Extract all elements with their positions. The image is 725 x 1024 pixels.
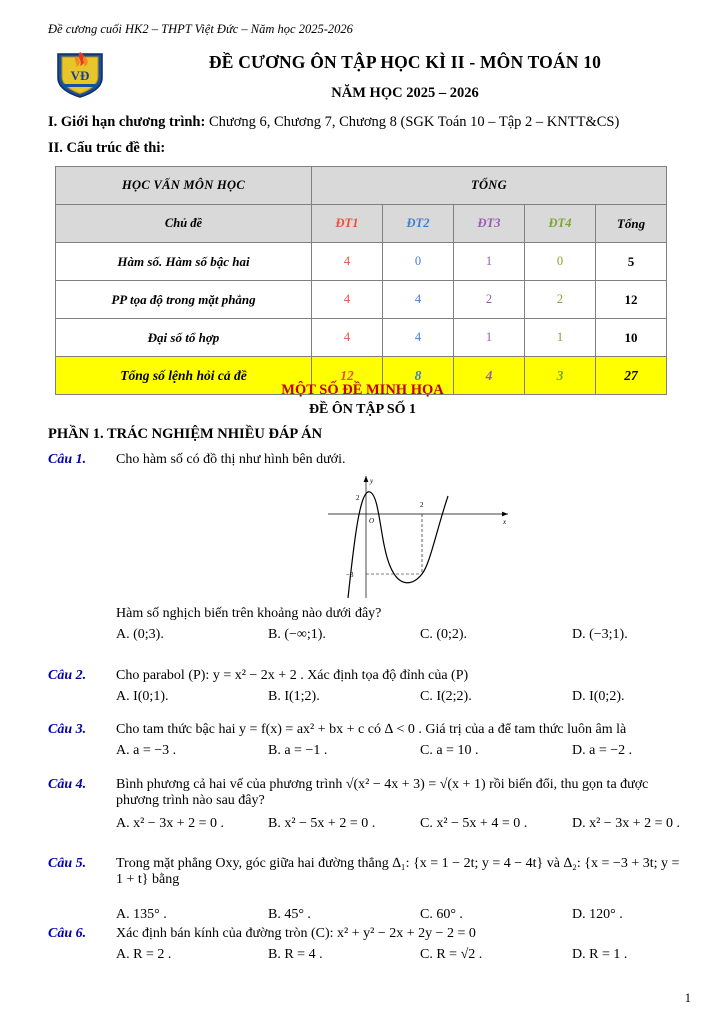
question-6 [48,926,688,965]
row-2-dt2: 4 [383,319,454,357]
question-4-text: Bình phương cả hai vế của phương trình √(x² − 4x + 3) = √(x + 1) rồi biến đổi, thu gọn ta được phương trình nào sau đây? [116,777,649,808]
answer-b[interactable]: B. x² − 5x + 2 = 0 . [268,816,376,831]
question-4 [48,777,688,834]
answer-d[interactable]: D. 120° . [572,907,623,922]
running-head: Đề cương cuối HK2 – THPT Việt Đức – Năm học 2025-2026 [48,22,353,36]
row-2-topic: Đại số tổ hợp [56,319,312,357]
answer-a[interactable]: A. I(0;1). [116,689,169,704]
question-6-answers [116,947,688,965]
question-2-answers [116,689,688,707]
row-0-topic: Hàm số. Hàm số bậc hai [56,243,312,281]
title-block [120,52,690,102]
row-1-dt3: 2 [454,281,525,319]
answer-b[interactable]: B. a = −1 . [268,743,328,758]
answer-d[interactable]: D. (−3;1). [572,627,628,642]
answer-d[interactable]: D. R = 1 . [572,947,628,962]
row-1-dt1: 4 [312,281,383,319]
table-head-right: TỔNG [312,167,667,205]
page-subtitle: NĂM HỌC 2025 – 2026 [331,85,479,101]
section-2-label: II. Cấu trúc đề thi: [48,140,166,156]
answer-d[interactable]: D. a = −2 . [572,743,633,758]
section-1 [48,114,619,131]
question-4-label: Câu 4. [48,777,87,792]
table-header-row [56,167,667,205]
part-1-heading: PHẦN 1. TRÁC NGHIỆM NHIỀU ĐÁP ÁN [48,426,323,442]
table-row [56,319,667,357]
row-0-dt1: 4 [312,243,383,281]
table-row [56,243,667,281]
svg-text:y: y [370,477,374,485]
row-0-dt2: 0 [383,243,454,281]
answer-c[interactable]: C. x² − 5x + 4 = 0 . [420,816,528,831]
svg-text:−3: −3 [346,571,354,579]
sample-exams-heading: MỘT SỐ ĐỀ MINH HỌA [281,382,444,398]
svg-text:2: 2 [420,501,424,509]
answer-c[interactable]: C. R = √2 . [420,947,483,962]
question-3-label: Câu 3. [48,722,87,737]
col-dt2: ĐT2 [383,205,454,243]
row-2-dt4: 1 [525,319,596,357]
answer-a[interactable]: A. x² − 3x + 2 = 0 . [116,816,224,831]
answer-d[interactable]: D. x² − 3x + 2 = 0 . [572,816,680,831]
row-0-total: 5 [596,243,667,281]
answer-b[interactable]: B. (−∞;1). [268,627,326,642]
total-dt1: 12 [312,357,383,395]
answer-a[interactable]: A. R = 2 . [116,947,172,962]
question-1-graph [318,472,518,602]
answer-c[interactable]: C. a = 10 . [420,743,479,758]
total-label: Tổng số lệnh hỏi cả đề [56,357,312,395]
table-row [56,281,667,319]
row-0-dt3: 1 [454,243,525,281]
row-0-dt4: 0 [525,243,596,281]
section-1-label: I. Giới hạn chương trình: [48,114,206,130]
question-1-text: Cho hàm số có đồ thị như hình bên dưới. [116,452,346,467]
question-6-text: Xác định bán kính của đường tròn (C): x² + y² − 2x + 2y − 2 = 0 [116,926,476,941]
col-dt4: ĐT4 [525,205,596,243]
total-sum: 27 [596,357,667,395]
question-1-text2: Hàm số nghịch biến trên khoảng nào dưới đây? [116,606,382,621]
total-dt4: 3 [525,357,596,395]
svg-text:x: x [503,518,507,526]
question-6-label: Câu 6. [48,926,87,941]
answer-a[interactable]: A. a = −3 . [116,743,177,758]
question-5 [48,856,688,925]
col-topic: Chủ đề [56,205,312,243]
answer-b[interactable]: B. I(1;2). [268,689,320,704]
row-2-dt1: 4 [312,319,383,357]
table-subheader-row [56,205,667,243]
question-1-label: Câu 1. [48,452,87,467]
question-4-answers [116,816,688,834]
answer-a[interactable]: A. 135° . [116,907,167,922]
row-2-dt3: 1 [454,319,525,357]
exam-number-heading: ĐỀ ÔN TẬP SỐ 1 [308,402,417,417]
col-total: Tổng [596,205,667,243]
answer-c[interactable]: C. (0;2). [420,627,468,642]
row-2-total: 10 [596,319,667,357]
answer-b[interactable]: B. 45° . [268,907,311,922]
total-dt2: 8 [383,357,454,395]
section-2 [48,140,165,157]
question-2-text: Cho parabol (P): y = x² − 2x + 2 . Xác định tọa độ đỉnh của (P) [116,668,469,683]
row-1-total: 12 [596,281,667,319]
answer-b[interactable]: B. R = 4 . [268,947,323,962]
col-dt3: ĐT3 [454,205,525,243]
svg-text:O: O [369,517,375,525]
svg-text:VĐ: VĐ [70,68,90,83]
section-1-text: Chương 6, Chương 7, Chương 8 (SGK Toán 10 – Tập 2 – KNTT&CS) [205,114,620,130]
question-3-text: Cho tam thức bậc hai y = f(x) = ax² + bx + c có ∆ < 0 . Giá trị của a để tam thức luôn âm là [116,722,627,737]
answer-a[interactable]: A. (0;3). [116,627,164,642]
svg-text:2: 2 [356,494,360,502]
col-dt1: ĐT1 [312,205,383,243]
question-5-text: Trong mặt phẳng Oxy, góc giữa hai đường thẳng ∆₁: {x = 1 − 2t; y = 4 − 4t} và ∆₂: {x = −3 + 3t; y = 1 + t} bằng [116,856,680,887]
answer-c[interactable]: C. 60° . [420,907,463,922]
question-5-answers [116,907,688,925]
question-3 [48,722,688,761]
row-1-topic: PP tọa độ trong mặt phẳng [56,281,312,319]
page-title: ĐỀ CƯƠNG ÔN TẬP HỌC KÌ II - MÔN TOÁN 10 [208,52,602,72]
row-1-dt4: 2 [525,281,596,319]
question-2 [48,668,688,707]
total-dt3: 4 [454,357,525,395]
question-1-answers [116,627,688,645]
school-logo [52,44,108,100]
table-head-left: HỌC VẤN MÔN HỌC [56,167,312,205]
question-5-label: Câu 5. [48,856,87,871]
question-1-prompt [48,606,688,645]
question-2-label: Câu 2. [48,668,87,683]
page-number: 1 [684,991,691,1005]
answer-d[interactable]: D. I(0;2). [572,689,625,704]
exam-structure-table [55,166,667,395]
answer-c[interactable]: C. I(2;2). [420,689,472,704]
question-3-answers [116,743,688,761]
row-1-dt2: 4 [383,281,454,319]
question-1 [48,452,688,468]
